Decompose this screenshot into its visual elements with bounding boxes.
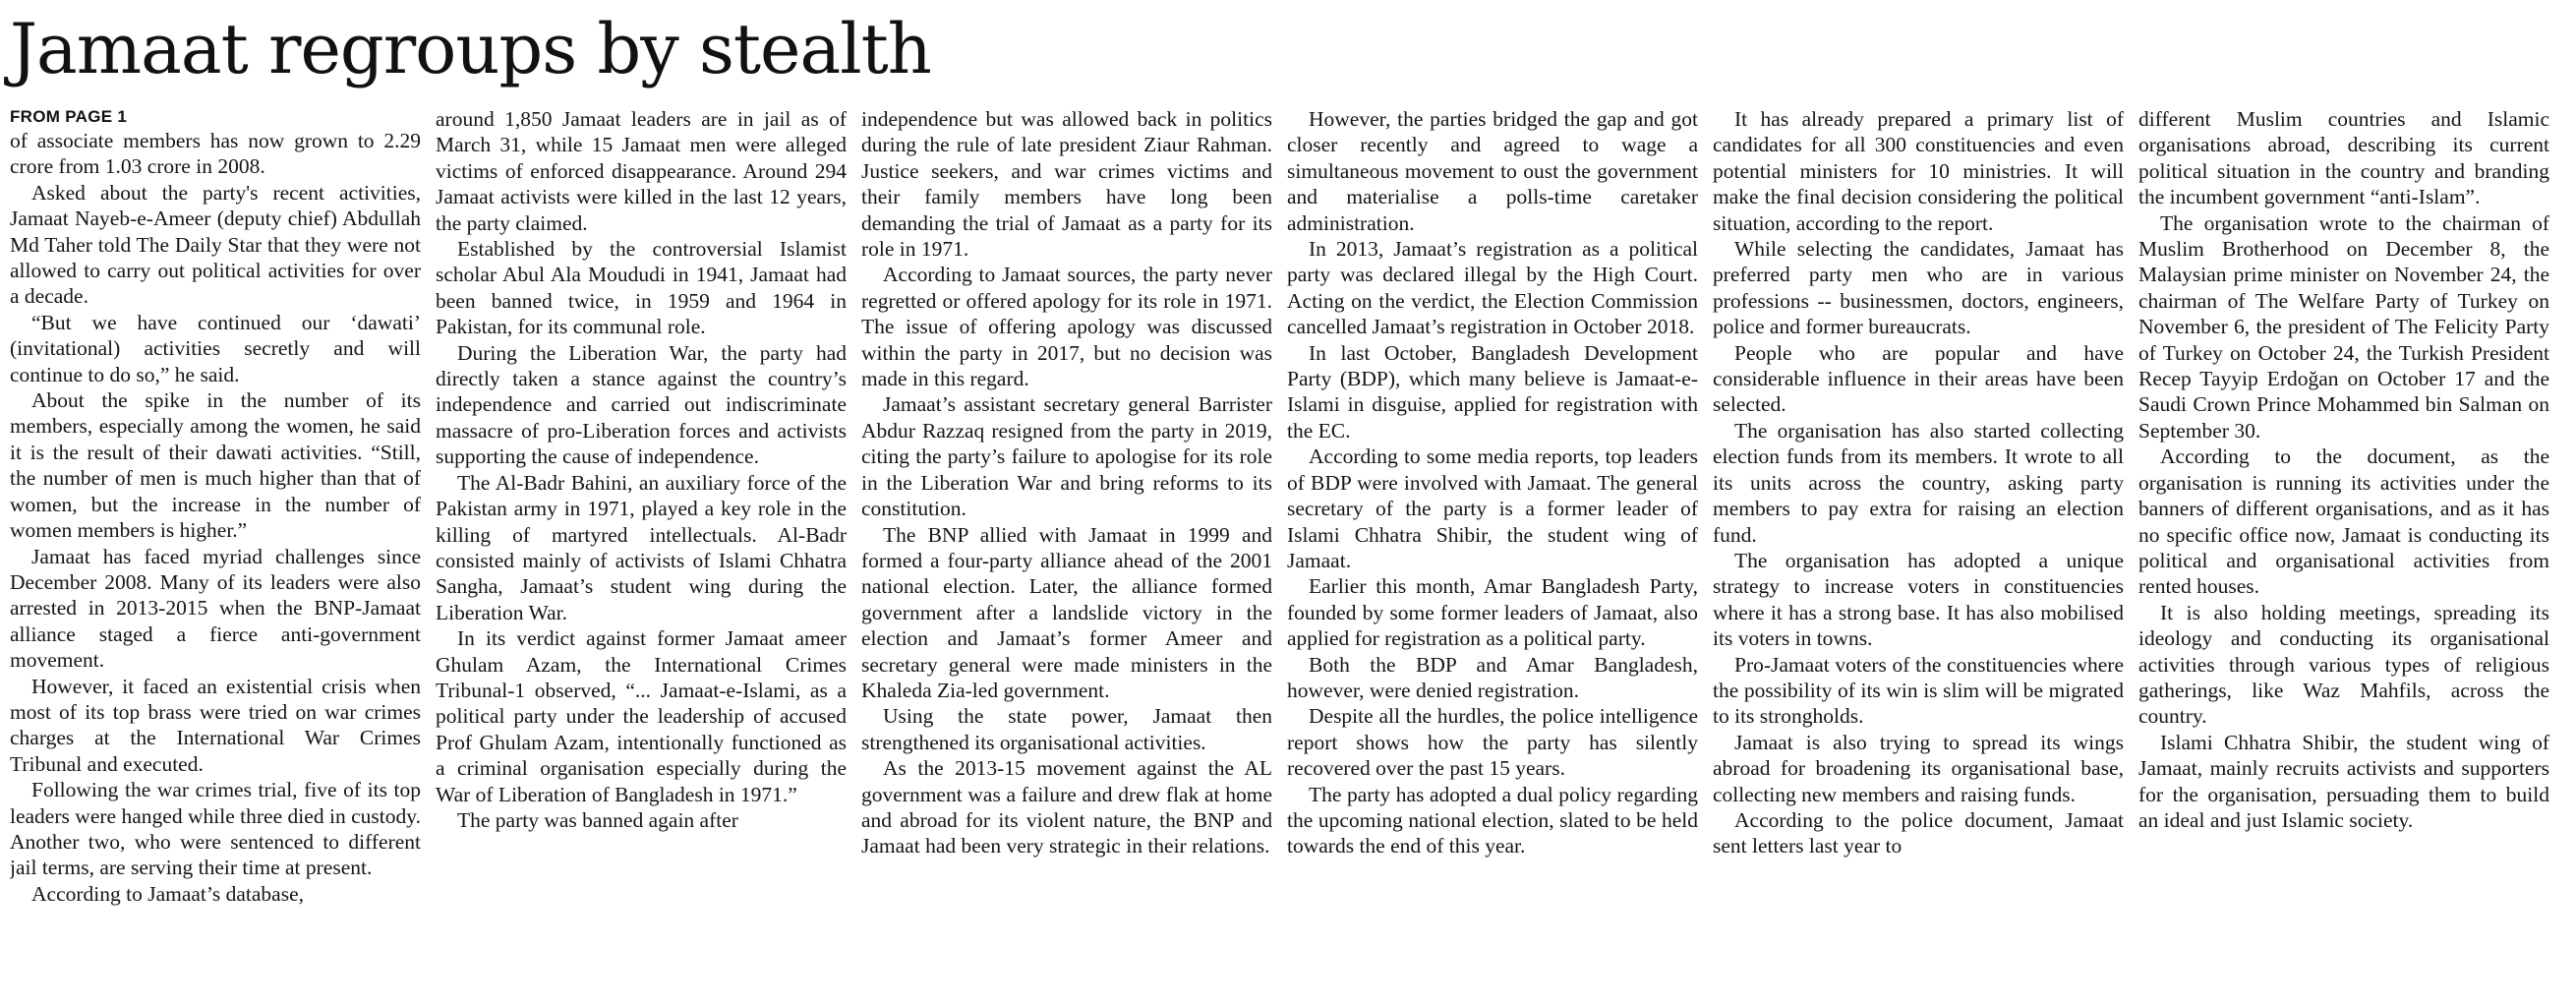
paragraph: People who are popular and have considerable influence in their areas have been selected. bbox=[1713, 340, 2124, 417]
article-column-3 bbox=[861, 106, 1272, 1003]
paragraph: Established by the controversial Islamist scholar Abul Ala Moududi in 1941, Jamaat had been banned twice, in 1959 and 1964 in Pakistan, for its communal role. bbox=[436, 237, 847, 339]
paragraph: Both the BDP and Amar Bangladesh, however, were denied registration. bbox=[1287, 652, 1698, 702]
paragraph: The party has adopted a dual policy regarding the upcoming national election, slated to be held towards the end of this year. bbox=[1287, 782, 1698, 859]
paragraph: Jamaat has faced myriad challenges since December 2008. Many of its leaders were also arrested in 2013-2015 when the BNP-Jamaat alliance staged a fierce anti-government movement. bbox=[10, 544, 421, 673]
article-column-4 bbox=[1287, 106, 1698, 1003]
paragraph: of associate members has now grown to 2.29 crore from 1.03 crore in 2008. bbox=[10, 129, 421, 179]
paragraph: independence but was allowed back in politics during the rule of late president Ziaur Rahman. Justice seekers, and war crimes victims and their family members have long been demanding the trial of Jamaat as a party for its role in 1971. bbox=[861, 107, 1272, 262]
paragraph: around 1,850 Jamaat leaders are in jail as of March 31, while 15 Jamaat men were alleged victims of enforced disappearance. Around 294 Jamaat activists were killed in the last 12 years, the party claimed. bbox=[436, 107, 847, 235]
paragraph: Using the state power, Jamaat then strengthened its organisational activities. bbox=[861, 704, 1272, 754]
paragraph: In its verdict against former Jamaat ameer Ghulam Azam, the International Crimes Tribunal-1 observed, “... Jamaat-e-Islami, as a political party under the leadership of accused Prof Ghulam Azam, intentionally functioned as a criminal organisation especially during the War of Liberation of Bangladesh in 1971.” bbox=[436, 626, 847, 806]
paragraph: In last October, Bangladesh Development Party (BDP), which many believe is Jamaat-e-Islami in disguise, applied for registration with the EC. bbox=[1287, 340, 1698, 443]
paragraph: While selecting the candidates, Jamaat has preferred party men who are in various professions -- businessmen, doctors, engineers, police and former bureaucrats. bbox=[1713, 237, 2124, 339]
paragraph: Islami Chhatra Shibir, the student wing of Jamaat, mainly recruits activists and supporters for the organisation, persuading them to build an ideal and just Islamic society. bbox=[2138, 730, 2549, 832]
paragraph: In 2013, Jamaat’s registration as a political party was declared illegal by the High Court. Acting on the verdict, the Election Commission cancelled Jamaat’s registration in October 2018. bbox=[1287, 237, 1698, 339]
paragraph: Jamaat is also trying to spread its wings abroad for broadening its organisational base, collecting new members and raising funds. bbox=[1713, 730, 2124, 806]
paragraph: As the 2013-15 movement against the AL government was a failure and drew flak at home and abroad for its violent nature, the BNP and Jamaat had been very strategic in their relations. bbox=[861, 756, 1272, 859]
paragraph: Jamaat’s assistant secretary general Barrister Abdur Razzaq resigned from the party in 2019, citing the party’s failure to apologise for its role in the Liberation War and bring reforms to its constitution. bbox=[861, 392, 1272, 521]
headline: Jamaat regroups by stealth bbox=[10, 9, 931, 89]
article-column-2 bbox=[436, 106, 847, 1003]
paragraph: The party was banned again after bbox=[457, 807, 738, 832]
paragraph: It is also holding meetings, spreading its ideology and conducting its organisational activities through various types of religious gatherings, like Waz Mahfils, across the country. bbox=[2138, 600, 2549, 729]
paragraph: The BNP allied with Jamaat in 1999 and formed a four-party alliance ahead of the 2001 national election. Later, the alliance formed government after a landslide victory in the election and Jamaat’s former Ameer and secretary general were made ministers in the Khaleda Zia-led government. bbox=[861, 522, 1272, 702]
paragraph: Asked about the party's recent activities, Jamaat Nayeb-e-Ameer (deputy chief) Abdullah Md Taher told The Daily Star that they were not allowed to carry out political activities for over a decade. bbox=[10, 180, 421, 309]
paragraph: The organisation has also started collecting election funds from its members. It wrote to all its units across the country, asking party members to pay extra for raising an election fund. bbox=[1713, 418, 2124, 547]
paragraph: However, the parties bridged the gap and got closer recently and agreed to wage a simultaneous movement to oust the government and materialise a polls-time caretaker administration. bbox=[1287, 107, 1698, 235]
paragraph: Following the war crimes trial, five of its top leaders were hanged while three died in custody. Another two, who were sentenced to different jail terms, are serving their time at present. bbox=[10, 778, 421, 880]
article-column-6 bbox=[2138, 106, 2549, 1003]
paragraph: According to the document, as the organisation is running its activities under the banners of different organisations, and as it has no specific office now, Jamaat is conducting its political and organisational activities from rented houses. bbox=[2138, 444, 2549, 599]
article-column-1 bbox=[10, 106, 421, 1003]
paragraph: The organisation has adopted a unique strategy to increase voters in constituencies where it has a strong base. It has also mobilised its voters in towns. bbox=[1713, 548, 2124, 651]
paragraph: The Al-Badr Bahini, an auxiliary force of the Pakistan army in 1971, played a key role in the killing of martyred intellectuals. Al-Badr consisted mainly of activists of Islami Chhatra Sangha, Jamaat’s student wing during the Liberation War. bbox=[436, 470, 847, 624]
paragraph: Earlier this month, Amar Bangladesh Party, founded by some former leaders of Jamaat, also applied for registration as a political party. bbox=[1287, 574, 1698, 651]
paragraph: Pro-Jamaat voters of the constituencies where the possibility of its win is slim will be migrated to its strongholds. bbox=[1713, 652, 2124, 729]
paragraph: According to Jamaat’s database, bbox=[31, 881, 305, 906]
paragraph: The organisation wrote to the chairman of Muslim Brotherhood on December 8, the Malaysian prime minister on November 24, the chairman of The Welfare Party of Turkey on November 6, the president of The Felicity Party of Turkey on October 24, the Turkish President Recep Tayyip Erdoğan on October 17 and the Saudi Crown Prince Mohammed bin Salman on September 30. bbox=[2138, 210, 2549, 443]
paragraph: However, it faced an existential crisis when most of its top brass were tried on war crimes charges at the International War Crimes Tribunal and executed. bbox=[10, 674, 421, 776]
paragraph: “But we have continued our ‘dawati’ (invitational) activities secretly and will continue to do so,” he said. bbox=[10, 310, 421, 386]
paragraph: About the spike in the number of its members, especially among the women, he said it is the result of their dawati activities. “Still, the number of men is much higher than that of women, but the increase in the number of women members is higher.” bbox=[10, 388, 421, 543]
paragraph: According to some media reports, top leaders of BDP were involved with Jamaat. The general secretary of the party is a former leader of Islami Chhatra Shibir, the student wing of Jamaat. bbox=[1287, 444, 1698, 572]
paragraph: Despite all the hurdles, the police intelligence report shows how the party has silently recovered over the past 15 years. bbox=[1287, 704, 1698, 781]
paragraph: According to the police document, Jamaat sent letters last year to bbox=[1713, 807, 2124, 859]
paragraph: During the Liberation War, the party had directly taken a stance against the country’s independence and carried out indiscriminate massacre of pro-Liberation forces and activists supporting the cause of independence. bbox=[436, 340, 847, 469]
kicker-from-page: FROM PAGE 1 bbox=[10, 107, 128, 126]
paragraph: different Muslim countries and Islamic organisations abroad, describing its current political situation in the country and branding the incumbent government “anti-Islam”. bbox=[2138, 107, 2549, 209]
paragraph: It has already prepared a primary list of candidates for all 300 constituencies and even potential ministers for 10 ministries. It will make the final decision considering the political situation, according to the report. bbox=[1713, 107, 2124, 235]
article-column-5 bbox=[1713, 106, 2124, 1003]
paragraph: According to Jamaat sources, the party never regretted or offered apology for its role in 1971. The issue of offering apology was discussed within the party in 2017, but no decision was made in this regard. bbox=[861, 263, 1272, 391]
article-body bbox=[10, 106, 2566, 1003]
